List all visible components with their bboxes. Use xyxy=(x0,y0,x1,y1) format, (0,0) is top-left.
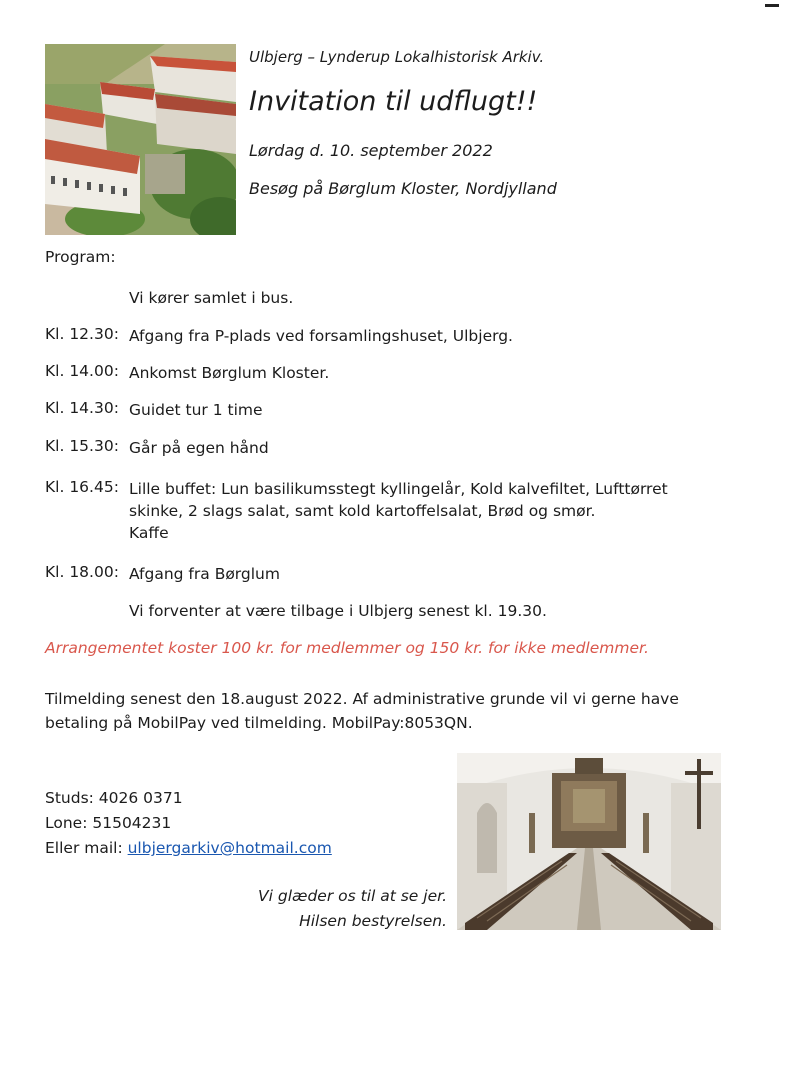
price-note: Arrangementet koster 100 kr. for medlemmer og 150 kr. for ikke medlemmer. xyxy=(45,639,649,657)
mail-prefix: Eller mail: xyxy=(45,839,128,857)
program-text: skinke, 2 slags salat, samt kold kartoffelsalat, Brød og smør. xyxy=(129,502,596,520)
program-time: Kl. 16.45: xyxy=(45,478,119,496)
program-text: Vi kører samlet i bus. xyxy=(129,289,294,307)
program-text: Lille buffet: Lun basilikumsstegt kyllingelår, Kold kalvefiltet, Lufttørret xyxy=(129,480,668,498)
program-text: Vi forventer at være tilbage i Ulbjerg senest kl. 19.30. xyxy=(129,602,547,620)
contact-lone: Lone: 51504231 xyxy=(45,814,172,832)
church-interior-photo xyxy=(457,753,721,930)
contact-studs: Studs: 4026 0371 xyxy=(45,789,183,807)
program-time: Kl. 14.30: xyxy=(45,399,119,417)
registration-info xyxy=(45,687,679,735)
program-time: Kl. 12.30: xyxy=(45,325,119,343)
program-text: Afgang fra Børglum xyxy=(129,565,280,583)
program-time: Kl. 15.30: xyxy=(45,437,119,455)
program-text: Ankomst Børglum Kloster. xyxy=(129,364,330,382)
closing-greeting xyxy=(258,884,447,934)
organization-name: Ulbjerg – Lynderup Lokalhistorisk Arkiv. xyxy=(249,48,545,66)
email-link[interactable]: ulbjergarkiv@hotmail.com xyxy=(127,839,332,857)
program-text: Afgang fra P-plads ved forsamlingshuset, Ulbjerg. xyxy=(129,327,513,345)
closing-line: Vi glæder os til at se jer. xyxy=(258,887,447,905)
registration-line: Tilmelding senest den 18.august 2022. Af administrative grunde vil vi gerne have xyxy=(45,690,679,708)
closing-line: Hilsen bestyrelsen. xyxy=(299,912,447,930)
program-text: Kaffe xyxy=(129,524,169,542)
program-text: Guidet tur 1 time xyxy=(129,401,263,419)
monastery-aerial-photo xyxy=(45,44,236,235)
event-destination: Besøg på Børglum Kloster, Nordjylland xyxy=(249,179,557,198)
scan-mark xyxy=(765,4,779,7)
registration-line: betaling på MobilPay ved tilmelding. MobilPay:8053QN. xyxy=(45,714,473,732)
program-time: Kl. 14.00: xyxy=(45,362,119,380)
contact-info xyxy=(45,786,332,861)
program-time: Kl. 18.00: xyxy=(45,563,119,581)
program-label: Program: xyxy=(45,248,116,266)
invitation-title: Invitation til udflugt!! xyxy=(249,86,538,117)
program-text: Går på egen hånd xyxy=(129,439,269,457)
contact-mail-row xyxy=(45,836,332,861)
event-date: Lørdag d. 10. september 2022 xyxy=(249,141,493,160)
